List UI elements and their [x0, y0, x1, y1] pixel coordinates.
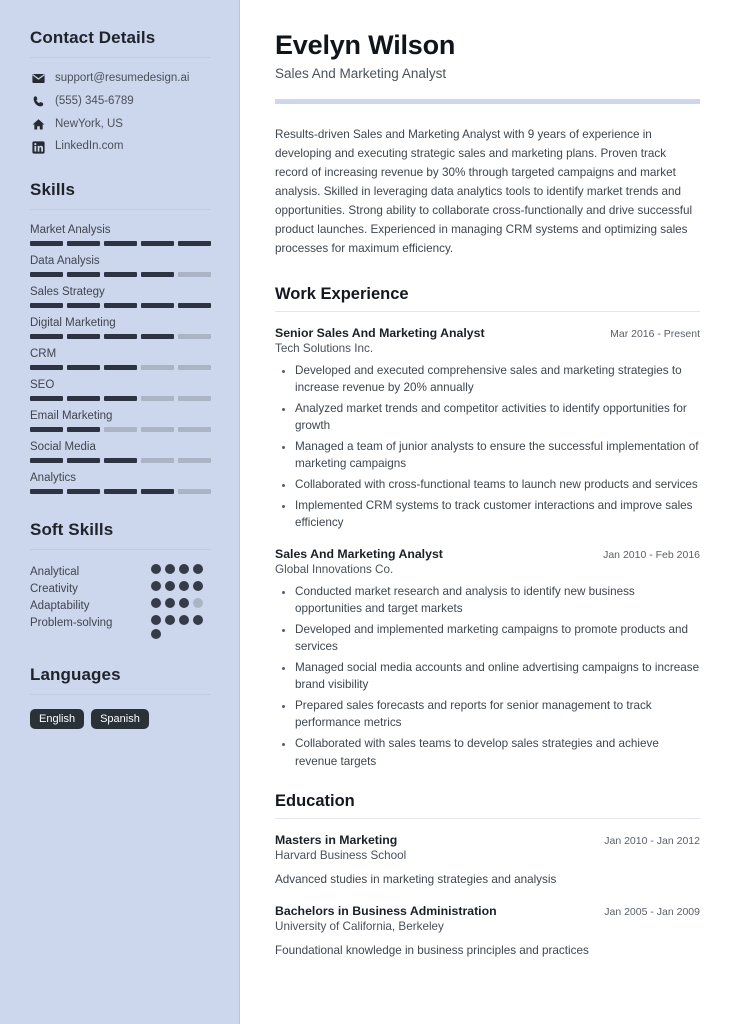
- contact-list: [30, 72, 211, 154]
- rating-dot: [193, 615, 203, 625]
- work-entries: [275, 326, 700, 770]
- contact-item-text: (555) 345-6789: [55, 94, 134, 107]
- rating-dot: [151, 598, 161, 608]
- rating-dot: [193, 598, 203, 608]
- skill-level-segment: [104, 272, 137, 277]
- entry-bullet: • Collaborated with cross-functional teams to launch new products and services: [295, 476, 700, 494]
- skill-level-segment: [178, 241, 211, 246]
- skills-heading: Skills: [30, 180, 76, 200]
- skill-level-segment: [67, 272, 100, 277]
- contact-item-text: support@resumedesign.ai: [55, 72, 190, 84]
- rating-dot: [165, 615, 175, 625]
- skill-level-bar: [30, 303, 211, 308]
- soft-skill-item: [30, 581, 211, 595]
- contact-item[interactable]: [30, 118, 211, 132]
- entry-bullet: • Developed and executed comprehensive sales and marketing strategies to increase revenue by 20% annually: [295, 362, 700, 397]
- resume-entry: [275, 904, 700, 960]
- languages-list: [30, 709, 211, 729]
- skill-level-segment: [141, 334, 174, 339]
- skill-level-segment: [178, 427, 211, 432]
- skill-level-segment: [178, 334, 211, 339]
- entry-bullet: • Analyzed market trends and competitor activities to identify opportunities for growth: [295, 400, 700, 435]
- rating-dot: [179, 598, 189, 608]
- entry-header: [275, 904, 700, 918]
- skill-level-segment: [67, 303, 100, 308]
- skill-level-segment: [178, 458, 211, 463]
- entry-bullet: • Managed a team of junior analysts to ensure the successful implementation of marketing campaigns: [295, 438, 700, 473]
- entry-description: Advanced studies in marketing strategies and analysis: [275, 873, 557, 887]
- professional-summary: Results-driven Sales and Marketing Analyst with 9 years of experience in developing and executing strategic sales and marketing plans. Proven track record of increasing revenue by 30% through targeted campaigns and market analysis. Skilled in leveraging data analytics tools to identify market trends and opportunities. Strong ability to collaborate cross-functionally and drive successful product launches. Experienced in managing CRM systems and optimizing sales processes for maximum efficiency.: [275, 128, 693, 255]
- soft-skills-divider: [30, 549, 211, 550]
- skill-level-segment: [141, 458, 174, 463]
- candidate-name: Evelyn Wilson: [275, 30, 456, 60]
- skill-level-segment: [67, 396, 100, 401]
- skill-level-segment: [104, 458, 137, 463]
- rating-dot: [179, 564, 189, 574]
- soft-skill-rating: [151, 615, 211, 639]
- soft-skills-list: [30, 564, 211, 639]
- skill-level-segment: [30, 489, 63, 494]
- skill-item: [30, 410, 211, 432]
- work-experience-heading: Work Experience: [275, 284, 409, 303]
- entry-header: [275, 547, 700, 561]
- entry-header: [275, 833, 700, 847]
- skill-label: CRM: [30, 348, 57, 361]
- header-accent-bar: [275, 99, 700, 104]
- skill-level-segment: [178, 489, 211, 494]
- skill-level-segment: [141, 272, 174, 277]
- language-tag: English: [30, 709, 84, 729]
- skill-level-segment: [30, 427, 63, 432]
- entry-bullet: • Developed and implemented marketing campaigns to promote products and services: [295, 621, 700, 656]
- skill-level-segment: [178, 365, 211, 370]
- soft-skill-label: Problem-solving: [30, 617, 113, 630]
- skill-item: [30, 348, 211, 370]
- entry-organization: University of California, Berkeley: [275, 919, 444, 933]
- rating-dot: [193, 581, 203, 591]
- languages-divider: [30, 694, 211, 695]
- skill-level-segment: [67, 489, 100, 494]
- soft-skills-section: [30, 520, 211, 639]
- skill-label: Analytics: [30, 472, 77, 485]
- languages-section: [30, 665, 211, 729]
- skill-level-segment: [104, 241, 137, 246]
- skill-level-bar: [30, 241, 211, 246]
- home-icon: [30, 118, 47, 131]
- contact-item[interactable]: [30, 72, 211, 86]
- rating-dot: [165, 564, 175, 574]
- skill-level-segment: [141, 489, 174, 494]
- skill-label: Data Analysis: [30, 255, 100, 268]
- skill-item: [30, 472, 211, 494]
- contact-section: [30, 28, 211, 154]
- contact-item[interactable]: [30, 95, 211, 109]
- skill-level-bar: [30, 272, 211, 277]
- resume-entry: [275, 326, 700, 532]
- entry-bullet: • Collaborated with sales teams to develop sales strategies and achieve revenue targets: [295, 735, 700, 770]
- rating-dot: [151, 564, 161, 574]
- entry-header: [275, 326, 700, 340]
- entry-bullet: • Managed social media accounts and online advertising campaigns to increase brand visibility: [295, 659, 700, 694]
- skill-level-bar: [30, 458, 211, 463]
- work-experience-divider: [275, 311, 700, 312]
- entry-bullet: • Implemented CRM systems to track customer interactions and improve sales efficiency: [295, 497, 700, 532]
- rating-dot: [179, 581, 189, 591]
- entry-bullet: • Conducted market research and analysis to identify new business opportunities and target markets: [295, 583, 700, 618]
- skill-label: Digital Marketing: [30, 317, 116, 330]
- skill-level-segment: [30, 458, 63, 463]
- skills-divider: [30, 209, 211, 210]
- skill-level-segment: [141, 241, 174, 246]
- skill-level-segment: [141, 427, 174, 432]
- education-heading: Education: [275, 792, 355, 811]
- work-experience-section: [275, 285, 700, 770]
- skill-level-segment: [104, 334, 137, 339]
- skill-level-segment: [30, 241, 63, 246]
- skill-item: [30, 379, 211, 401]
- soft-skill-rating: [151, 598, 211, 608]
- soft-skill-label: Creativity: [30, 583, 78, 596]
- skill-level-segment: [141, 303, 174, 308]
- soft-skill-item: [30, 598, 211, 612]
- entry-date: Jan 2005 - Jan 2009: [604, 905, 700, 918]
- skill-level-segment: [178, 396, 211, 401]
- skill-level-segment: [141, 365, 174, 370]
- skill-level-segment: [104, 365, 137, 370]
- entry-bullet-list: [275, 583, 700, 770]
- rating-dot: [165, 581, 175, 591]
- rating-dot: [165, 598, 175, 608]
- education-divider: [275, 818, 700, 819]
- skill-level-segment: [30, 272, 63, 277]
- entry-date: Jan 2010 - Jan 2012: [604, 835, 700, 848]
- entry-bullet-list: [275, 362, 700, 532]
- rating-dot: [179, 615, 189, 625]
- skill-level-segment: [104, 396, 137, 401]
- entry-date: Mar 2016 - Present: [610, 327, 700, 340]
- contact-item-text: LinkedIn.com: [55, 140, 124, 153]
- entry-organization: Global Innovations Co.: [275, 562, 394, 576]
- skill-level-bar: [30, 427, 211, 432]
- skill-level-segment: [67, 334, 100, 339]
- skill-label: Sales Strategy: [30, 286, 105, 299]
- skill-level-segment: [30, 303, 63, 308]
- skill-level-segment: [30, 365, 63, 370]
- education-section: [275, 792, 700, 959]
- skill-level-segment: [104, 427, 137, 432]
- skill-level-segment: [67, 365, 100, 370]
- contact-heading: Contact Details: [30, 28, 156, 47]
- skill-label: Market Analysis: [30, 224, 111, 237]
- resume-entry: [275, 833, 700, 889]
- skill-item: [30, 224, 211, 246]
- linkedin-icon: [30, 141, 47, 154]
- entry-organization: Tech Solutions Inc.: [275, 341, 374, 355]
- skill-level-segment: [178, 272, 211, 277]
- entry-description: Foundational knowledge in business principles and practices: [275, 943, 589, 957]
- entry-title: Masters in Marketing: [275, 833, 398, 848]
- skill-label: SEO: [30, 379, 55, 392]
- skill-level-bar: [30, 396, 211, 401]
- soft-skills-heading: Soft Skills: [30, 520, 114, 540]
- soft-skill-label: Analytical: [30, 566, 80, 579]
- soft-skill-item: [30, 615, 211, 639]
- main-content: [240, 0, 730, 1024]
- skill-level-bar: [30, 489, 211, 494]
- phone-icon: [30, 95, 47, 108]
- skills-section: [30, 180, 211, 494]
- language-tag: Spanish: [91, 709, 149, 729]
- rating-dot: [151, 629, 161, 639]
- skill-level-segment: [67, 241, 100, 246]
- languages-heading: Languages: [30, 665, 121, 685]
- sidebar: [0, 0, 240, 1024]
- entry-title: Senior Sales And Marketing Analyst: [275, 325, 485, 340]
- soft-skill-label: Adaptability: [30, 600, 90, 613]
- skill-label: Email Marketing: [30, 410, 113, 423]
- skill-level-segment: [178, 303, 211, 308]
- skill-level-bar: [30, 334, 211, 339]
- rating-dot: [151, 615, 161, 625]
- skill-level-segment: [30, 396, 63, 401]
- skill-level-segment: [67, 458, 100, 463]
- skill-item: [30, 441, 211, 463]
- entry-title: Sales And Marketing Analyst: [275, 546, 443, 561]
- contact-divider: [30, 57, 211, 58]
- resume-entry: [275, 547, 700, 770]
- skill-item: [30, 286, 211, 308]
- skill-level-segment: [30, 334, 63, 339]
- skill-item: [30, 255, 211, 277]
- skill-level-segment: [104, 303, 137, 308]
- entry-title: Bachelors in Business Administration: [275, 903, 497, 918]
- entry-organization: Harvard Business School: [275, 849, 407, 863]
- education-entries: [275, 833, 700, 959]
- entry-date: Jan 2010 - Feb 2016: [603, 548, 700, 561]
- skill-item: [30, 317, 211, 339]
- soft-skill-rating: [151, 564, 211, 574]
- skill-level-segment: [141, 396, 174, 401]
- skill-level-segment: [67, 427, 100, 432]
- rating-dot: [193, 564, 203, 574]
- skill-level-bar: [30, 365, 211, 370]
- candidate-role: Sales And Marketing Analyst: [275, 66, 447, 81]
- contact-item-text: NewYork, US: [55, 117, 123, 130]
- skills-list: [30, 224, 211, 494]
- soft-skill-rating: [151, 581, 211, 591]
- entry-bullet: • Prepared sales forecasts and reports for senior management to track performance metrics: [295, 697, 700, 732]
- soft-skill-item: [30, 564, 211, 578]
- skill-level-segment: [104, 489, 137, 494]
- envelope-icon: [30, 72, 47, 85]
- contact-item[interactable]: [30, 140, 211, 154]
- rating-dot: [151, 581, 161, 591]
- skill-label: Social Media: [30, 441, 96, 454]
